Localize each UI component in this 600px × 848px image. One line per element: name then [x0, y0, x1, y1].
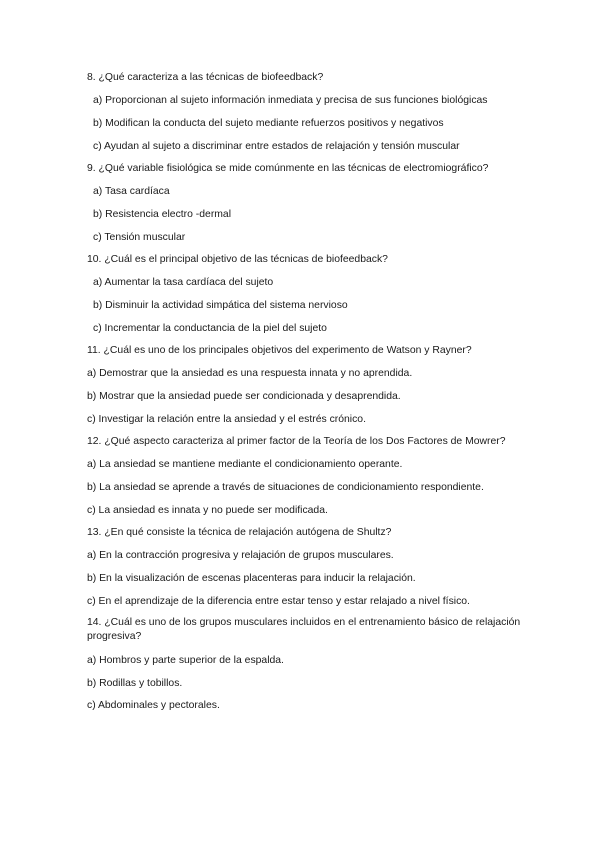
question-10: 10. ¿Cuál es el principal objetivo de las técnicas de biofeedback? — [87, 254, 388, 265]
question-9-option-b: b) Resistencia electro -dermal — [93, 209, 232, 220]
question-10-option-c: c) Incrementar la conductancia de la piel del sujeto — [93, 323, 327, 334]
question-10-option-a: a) Aumentar la tasa cardíaca del sujeto — [93, 277, 274, 288]
question-9: 9. ¿Qué variable fisiológica se mide comúnmente en las técnicas de electromiográfico? — [87, 163, 489, 174]
question-9-option-c: c) Tensión muscular — [93, 232, 186, 243]
question-8: 8. ¿Qué caracteriza a las técnicas de biofeedback? — [87, 72, 324, 83]
question-11: 11. ¿Cuál es uno de los principales objetivos del experimento de Watson y Rayner? — [87, 345, 472, 356]
question-12: 12. ¿Qué aspecto caracteriza al primer factor de la Teoría de los Dos Factores de Mowrer? — [87, 436, 506, 447]
question-14-option-a: a) Hombros y parte superior de la espalda. — [87, 655, 284, 666]
question-8-option-c: c) Ayudan al sujeto a discriminar entre estados de relajación y tensión muscular — [93, 141, 460, 152]
question-11-option-c: c) Investigar la relación entre la ansiedad y el estrés crónico. — [87, 414, 366, 425]
question-14-option-b: b) Rodillas y tobillos. — [87, 678, 183, 689]
question-8-option-b: b) Modifican la conducta del sujeto mediante refuerzos positivos y negativos — [93, 118, 444, 129]
question-14-option-c: c) Abdominales y pectorales. — [87, 700, 220, 711]
question-10-option-b: b) Disminuir la actividad simpática del sistema nervioso — [93, 300, 348, 311]
question-11-option-a: a) Demostrar que la ansiedad es una respuesta innata y no aprendida. — [87, 368, 413, 379]
question-12-option-b: b) La ansiedad se aprende a través de situaciones de condicionamiento respondiente. — [87, 482, 484, 493]
question-11-option-b: b) Mostrar que la ansiedad puede ser condicionada y desaprendida. — [87, 391, 401, 402]
question-9-option-a: a) Tasa cardíaca — [93, 186, 170, 197]
question-12-option-c: c) La ansiedad es innata y no puede ser modificada. — [87, 505, 328, 516]
question-13-option-b: b) En la visualización de escenas placenteras para inducir la relajación. — [87, 573, 416, 584]
question-13-option-c: c) En el aprendizaje de la diferencia entre estar tenso y estar relajado a nivel físico. — [87, 596, 470, 607]
question-12-option-a: a) La ansiedad se mantiene mediante el condicionamiento operante. — [87, 459, 403, 470]
question-13: 13. ¿En qué consiste la técnica de relajación autógena de Shultz? — [87, 527, 392, 538]
question-13-option-a: a) En la contracción progresiva y relajación de grupos musculares. — [87, 550, 394, 561]
question-8-option-a: a) Proporcionan al sujeto información inmediata y precisa de sus funciones biológicas — [93, 95, 488, 106]
question-14: 14. ¿Cuál es uno de los grupos musculares incluidos en el entrenamiento básico de relajación progresiva? — [87, 617, 521, 642]
